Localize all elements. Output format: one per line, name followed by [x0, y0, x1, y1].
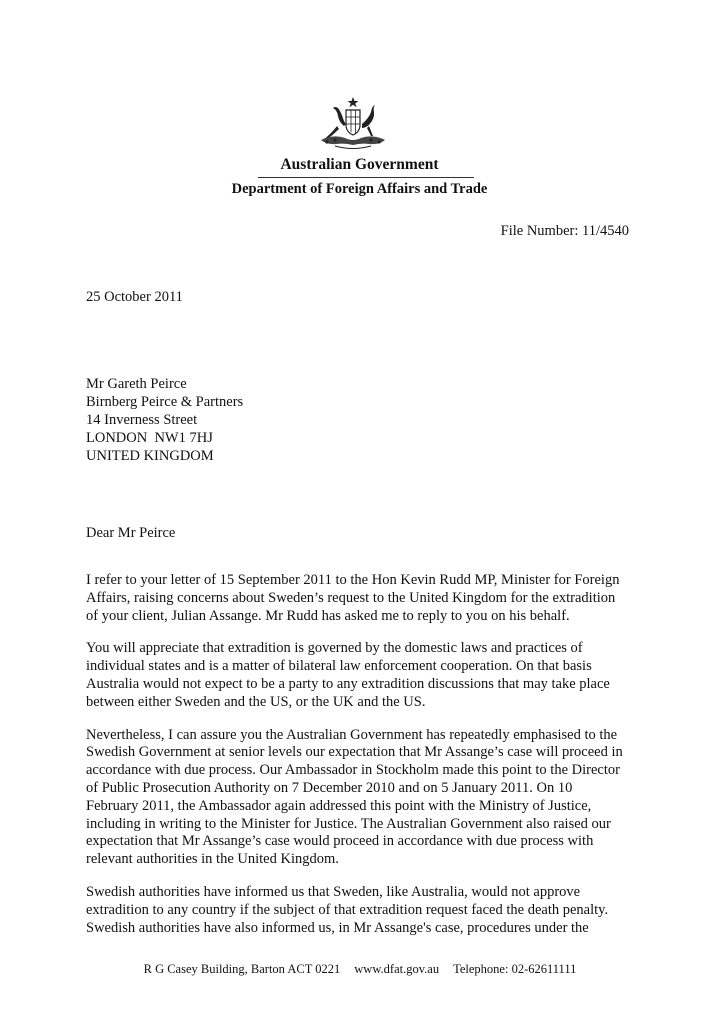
letterhead-divider: [258, 177, 474, 178]
address-line: Mr Gareth Peirce: [86, 376, 187, 392]
letter-body: [86, 572, 646, 952]
letter-footer: [120, 962, 600, 977]
text-line: accordance with due process. Our Ambassador in Stockholm made this point to the Director: [86, 762, 620, 779]
text-line: Swedish authorities have informed us that Sweden, like Australia, would not approve: [86, 883, 581, 900]
text-line: including in writing to the Minister for Justice. The Australian Government also raised our: [86, 815, 611, 832]
text-line: of your client, Julian Assange. Mr Rudd has asked me to reply to you on his behalf.: [86, 607, 570, 624]
salutation: Dear Mr Peirce: [86, 525, 176, 541]
text-line: between either Sweden and the US, or the UK and the US.: [86, 693, 426, 710]
text-line: February 2011, the Ambassador again addressed this point with the Ministry of Justice,: [86, 797, 592, 814]
address-line: 14 Inverness Street: [86, 412, 198, 428]
recipient-address: [86, 375, 243, 465]
text-line: Affairs, raising concerns about Sweden’s request to the United Kingdom for the extradition: [86, 589, 616, 606]
file-number: File Number: 11/4540: [500, 223, 629, 239]
text-line: Nevertheless, I can assure you the Australian Government has repeatedly emphasised to the: [86, 726, 618, 743]
footer-telephone: Telephone: 02-62611111: [453, 962, 577, 976]
text-line: relevant authorities in the United Kingdom.: [86, 851, 339, 868]
text-line: expectation that Mr Assange’s case would proceed in accordance with due process with: [86, 833, 594, 850]
text-line: Swedish authorities have also informed us, in Mr Assange's case, procedures under the: [86, 919, 589, 936]
text-line: individual states and is a matter of bilateral law enforcement cooperation. On that basis: [86, 658, 592, 675]
department-name: Department of Foreign Affairs and Trade: [231, 181, 488, 197]
paragraph: [86, 640, 646, 711]
coat-of-arms-icon: [313, 96, 393, 150]
paragraph: [86, 727, 646, 869]
address-line: LONDON NW1 7HJ: [86, 430, 213, 446]
text-line: extradition to any country if the subject of that extradition request faced the death penalty.: [86, 901, 609, 918]
text-line: of Public Prosecution Authority on 7 December 2010 and on 5 January 2011. On 10: [86, 779, 573, 796]
text-line: Swedish Government at senior levels our expectation that Mr Assange’s case will proceed in: [86, 744, 623, 761]
agency-name: Australian Government: [280, 156, 439, 173]
address-line: UNITED KINGDOM: [86, 448, 214, 464]
paragraph: [86, 572, 646, 625]
paragraph: [86, 884, 646, 937]
text-line: You will appreciate that extradition is governed by the domestic laws and practices of: [86, 640, 583, 657]
text-line: Australia would not expect to be a party to any extradition discussions that may take place: [86, 675, 610, 692]
address-line: Birnberg Peirce & Partners: [86, 394, 244, 410]
footer-address: R G Casey Building, Barton ACT 0221: [143, 962, 341, 976]
letter-date: 25 October 2011: [86, 289, 183, 305]
footer-website: www.dfat.gov.au: [354, 962, 440, 976]
text-line: I refer to your letter of 15 September 2011 to the Hon Kevin Rudd MP, Minister for Foreign: [86, 572, 620, 588]
